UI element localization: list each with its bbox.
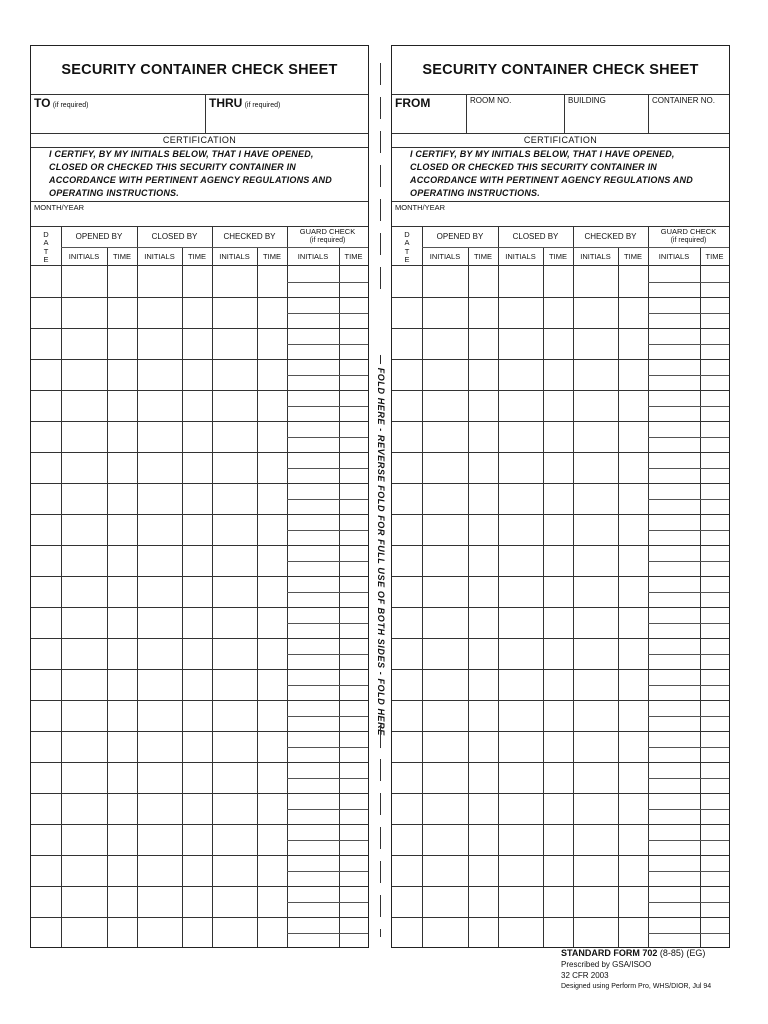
room-no-label: ROOM NO. [470, 96, 512, 105]
prescribed-by: Prescribed by GSA/ISOO [561, 960, 652, 969]
time-subheader: TIME [474, 252, 492, 261]
certification-text: I CERTIFY, BY MY INITIALS BELOW, THAT I HAVE OPENED, CLOSED OR CHECKED THIS SECURITY CONTAINER IN ACCORDANCE WITH PERTINENT AGENCY REGULATIONS AND OPERATING INSTRUCTIONS. [49, 149, 332, 198]
guard-check-note: (if required) [309, 237, 346, 244]
guard-check-note: (if required) [670, 237, 707, 244]
address-row [31, 94, 368, 134]
from-field[interactable] [395, 96, 430, 110]
from-label: FROM [395, 96, 431, 110]
building-label: BUILDING [568, 96, 606, 105]
time-subheader: TIME [624, 252, 642, 261]
form-footer [561, 948, 761, 992]
time-subheader: TIME [188, 252, 206, 261]
closed-by-header: CLOSED BY [512, 232, 559, 241]
to-field[interactable] [34, 96, 88, 110]
closed-by-header: CLOSED BY [151, 232, 198, 241]
guard-check-header: GUARD CHECK [660, 227, 717, 236]
initials-subheader: INITIALS [68, 252, 100, 261]
initials-subheader: INITIALS [219, 252, 250, 261]
entry-grid[interactable] [31, 265, 368, 947]
initials-subheader: INITIALS [505, 252, 536, 261]
building-field[interactable] [564, 94, 648, 133]
container-no-label: CONTAINER NO. [652, 96, 715, 105]
month-year-field[interactable] [392, 201, 729, 227]
to-label: TO [34, 96, 51, 110]
checked-by-header: CHECKED BY [223, 232, 276, 241]
initials-subheader: INITIALS [580, 252, 611, 261]
thru-field[interactable] [205, 94, 368, 133]
opened-by-header: OPENED BY [436, 232, 484, 241]
opened-by-header: OPENED BY [75, 232, 123, 241]
thru-label: THRU [209, 96, 243, 110]
month-year-label: MONTH/YEAR [34, 203, 85, 212]
month-year-field[interactable] [31, 201, 368, 227]
check-sheet-left [30, 45, 369, 948]
time-subheader: TIME [113, 252, 131, 261]
to-note: (if required) [52, 102, 89, 109]
initials-subheader: INITIALS [658, 252, 690, 261]
fold-line [370, 45, 392, 948]
date-column-header: D A T E [404, 230, 410, 264]
time-subheader: TIME [263, 252, 281, 261]
initials-subheader: INITIALS [144, 252, 175, 261]
time-subheader: TIME [549, 252, 567, 261]
designed-note: Designed using Perform Pro, WHS/DIOR, Jul 94 [561, 983, 712, 990]
container-no-field[interactable] [648, 94, 729, 133]
certification-text: I CERTIFY, BY MY INITIALS BELOW, THAT I HAVE OPENED, CLOSED OR CHECKED THIS SECURITY CONTAINER IN ACCORDANCE WITH PERTINENT AGENCY REGULATIONS AND OPERATING INSTRUCTIONS. [410, 149, 693, 198]
date-column-header: D A T E [43, 230, 49, 264]
form-revision: (8-85) (EG) [659, 948, 706, 958]
initials-subheader: INITIALS [429, 252, 461, 261]
column-header [392, 226, 729, 266]
time-subheader: TIME [344, 252, 363, 261]
form-title: SECURITY CONTAINER CHECK SHEET [31, 46, 368, 95]
address-row [392, 94, 729, 134]
guard-check-header: GUARD CHECK [299, 227, 356, 236]
certification-heading: CERTIFICATION [31, 133, 368, 148]
month-year-label: MONTH/YEAR [395, 203, 446, 212]
cfr-reference: 32 CFR 2003 [561, 971, 609, 980]
form-title: SECURITY CONTAINER CHECK SHEET [392, 46, 729, 95]
room-no-field[interactable] [466, 94, 564, 133]
time-subheader: TIME [705, 252, 724, 261]
initials-subheader: INITIALS [297, 252, 329, 261]
checked-by-header: CHECKED BY [584, 232, 637, 241]
thru-note: (if required) [244, 102, 281, 109]
check-sheet-right [391, 45, 730, 948]
entry-grid[interactable] [392, 265, 729, 947]
form-name: STANDARD FORM 702 [561, 948, 658, 958]
certification-heading: CERTIFICATION [392, 133, 729, 148]
column-header [31, 226, 368, 266]
fold-instruction: — FOLD HERE - REVERSE FOLD FOR FULL USE OF BOTH SIDES - FOLD HERE — [376, 355, 386, 749]
